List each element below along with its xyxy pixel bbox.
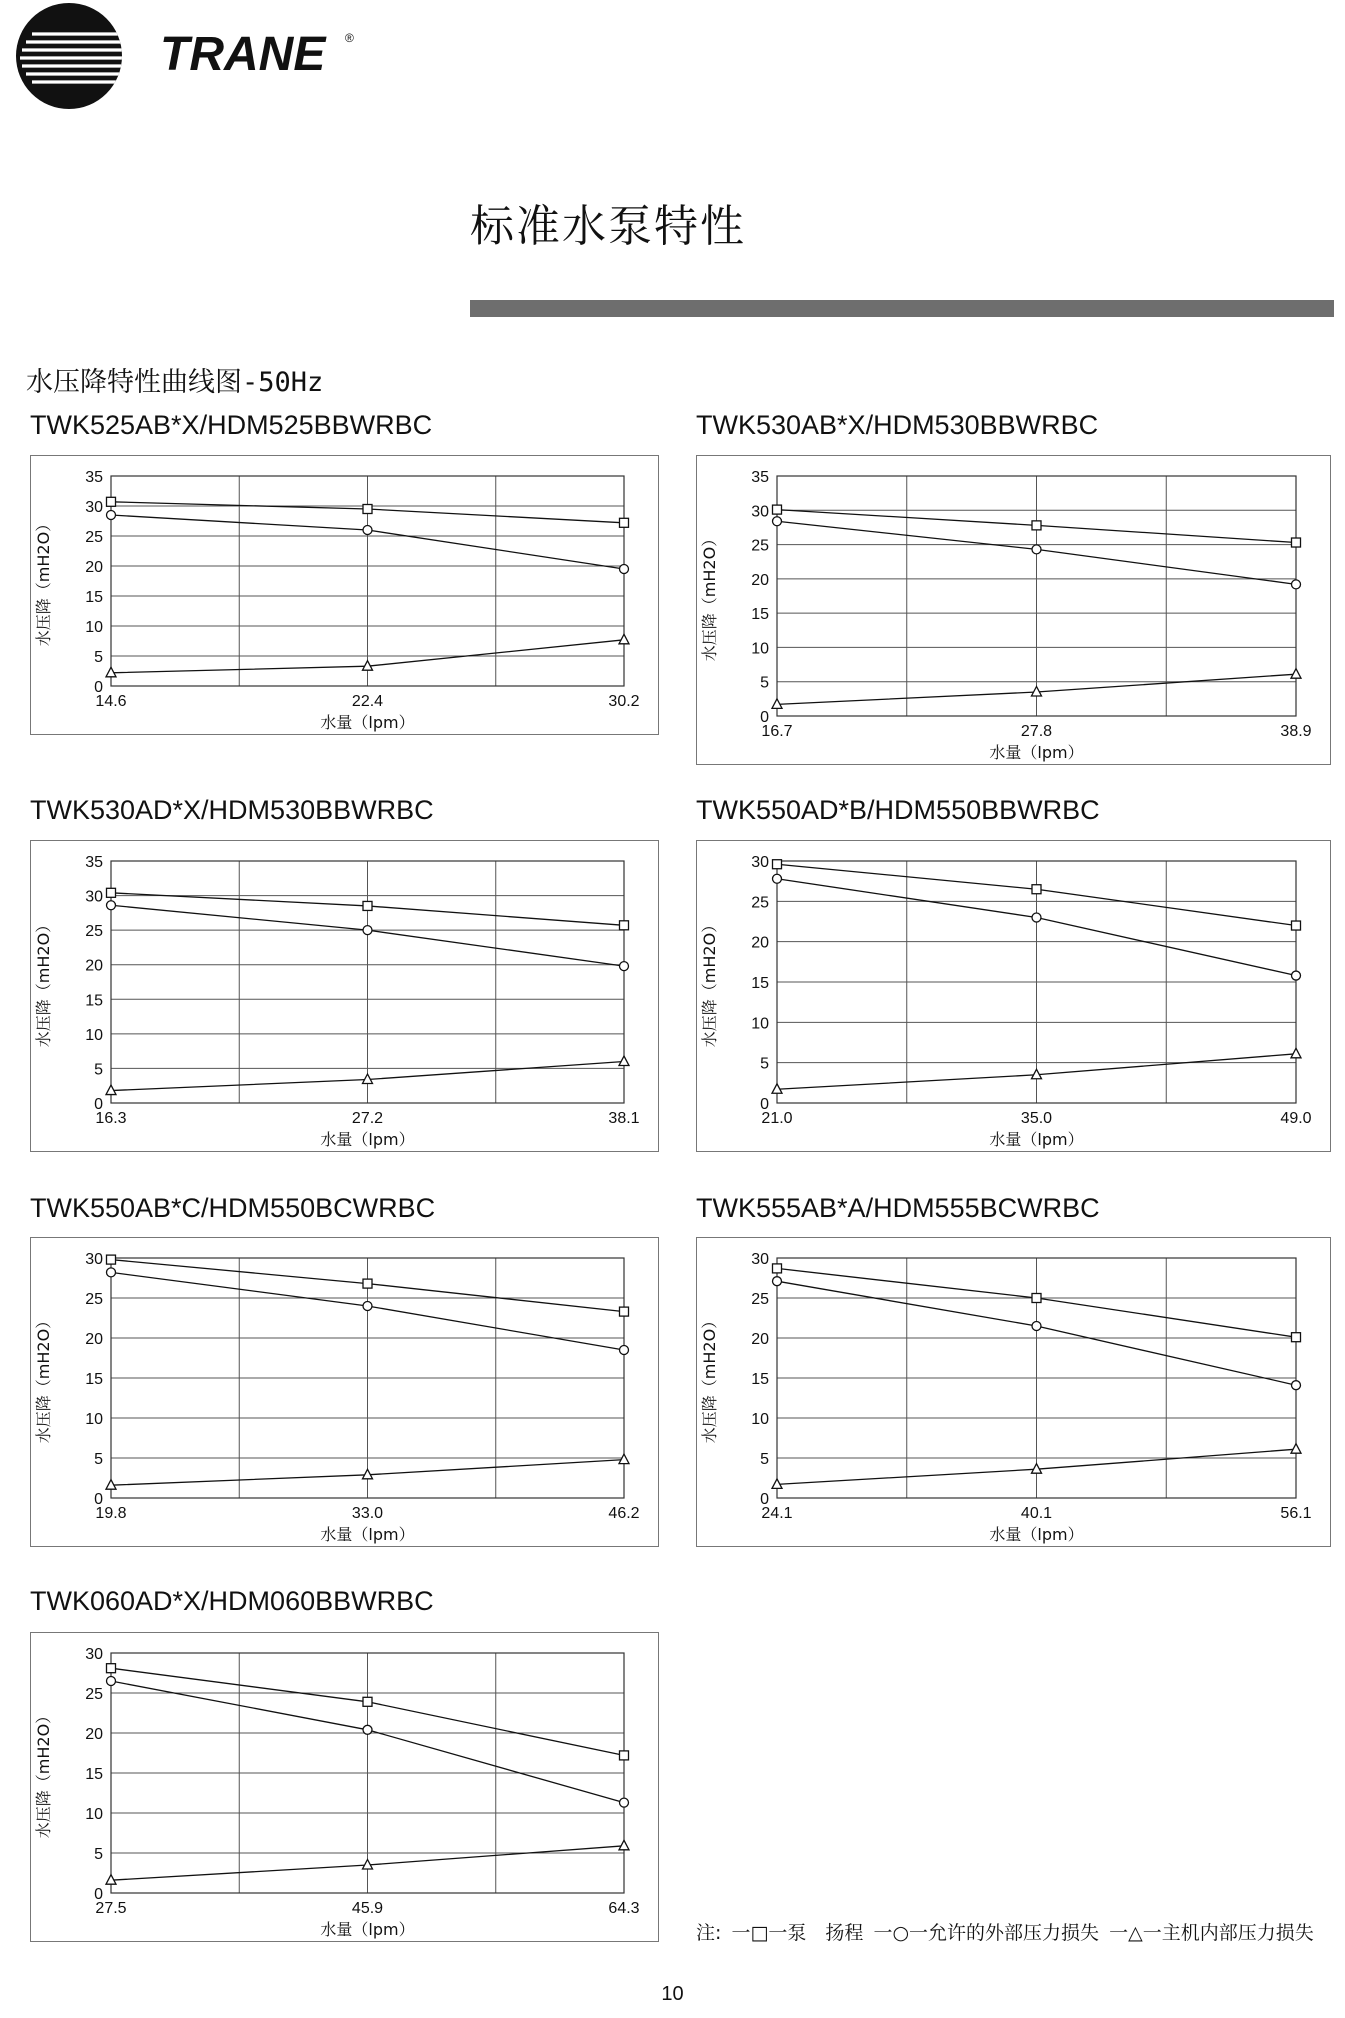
y-tick-label: 35: [85, 469, 103, 486]
y-tick-label: 30: [85, 1251, 103, 1268]
data-point-square: [620, 518, 629, 527]
legend-note: [696, 1918, 1318, 1945]
y-tick-label: 5: [94, 1846, 103, 1863]
y-tick-label: 20: [85, 1331, 103, 1348]
page-title: 标准水泵特性: [470, 201, 746, 252]
y-axis-label: 水压降（mH2O）: [34, 515, 53, 647]
x-axis-label: 水量（lpm）: [989, 743, 1084, 762]
y-tick-label: 10: [85, 619, 103, 636]
page-number: 10: [661, 1983, 684, 2005]
x-tick-label: 35.0: [1020, 1110, 1053, 1127]
data-point-triangle: [1291, 1444, 1301, 1454]
data-point-triangle: [106, 667, 116, 677]
y-tick-label: 10: [751, 1015, 769, 1033]
y-tick-label: 0: [760, 1096, 769, 1113]
y-axis-label: 水压降（mH2O）: [34, 1707, 53, 1839]
data-point-square: [620, 1751, 629, 1760]
y-axis-label: 水压降（mH2O）: [34, 916, 53, 1048]
data-point-square: [363, 1279, 372, 1288]
y-tick-label: 20: [751, 1331, 769, 1348]
data-point-square: [107, 497, 116, 506]
data-point-circle: [363, 526, 372, 535]
y-tick-label: 30: [85, 888, 103, 906]
data-point-square: [363, 505, 372, 514]
x-tick-label: 45.9: [351, 1900, 384, 1917]
data-point-circle: [773, 517, 782, 526]
chart-panel-4: [696, 840, 1331, 1152]
data-point-triangle: [619, 1840, 629, 1850]
chart-6: [697, 1238, 1332, 1548]
y-tick-label: 15: [85, 992, 103, 1010]
x-axis-label: 水量（lpm）: [989, 1130, 1084, 1149]
y-tick-label: 25: [751, 1291, 769, 1308]
y-tick-label: 15: [751, 1371, 769, 1388]
x-tick-label: 21.0: [761, 1110, 793, 1127]
y-tick-label: 15: [85, 1371, 103, 1388]
x-tick-label: 33.0: [351, 1505, 384, 1522]
x-tick-label: 14.6: [95, 693, 127, 710]
y-tick-label: 15: [85, 1766, 103, 1783]
y-tick-label: 0: [94, 1491, 103, 1508]
section-title: 水压降特性曲线图-50Hz: [26, 367, 324, 398]
y-tick-label: 0: [94, 1886, 103, 1903]
x-axis-label: 水量（lpm）: [320, 1525, 415, 1544]
x-tick-label: 64.3: [608, 1900, 640, 1917]
x-tick-label: 27.8: [1020, 723, 1053, 740]
data-point-square: [1032, 1294, 1041, 1303]
data-point-square: [1292, 1333, 1301, 1342]
y-tick-label: 30: [751, 854, 769, 871]
x-tick-label: 19.8: [95, 1505, 127, 1522]
x-tick-label: 24.1: [761, 1505, 793, 1522]
chart-title-3: TWK530AD*X/HDM530BBWRBC: [30, 795, 434, 825]
x-tick-label: 38.1: [608, 1110, 640, 1127]
chart-5: [31, 1238, 660, 1548]
x-tick-label: 38.9: [1280, 723, 1312, 740]
y-tick-label: 20: [751, 571, 769, 589]
data-point-circle: [1292, 971, 1301, 980]
y-tick-label: 5: [760, 1055, 769, 1073]
x-tick-label: 16.7: [761, 723, 793, 740]
y-axis-label: 水压降（mH2O）: [34, 1312, 53, 1444]
data-point-circle: [107, 901, 116, 910]
y-axis-label: 水压降（mH2O）: [700, 916, 719, 1048]
y-tick-label: 25: [751, 537, 769, 555]
data-point-circle: [620, 565, 629, 574]
y-tick-label: 30: [751, 1251, 769, 1268]
y-tick-label: 5: [760, 674, 769, 692]
y-tick-label: 0: [94, 679, 103, 696]
chart-title-1: TWK525AB*X/HDM525BBWRBC: [30, 410, 433, 440]
x-tick-label: 22.4: [351, 693, 384, 710]
data-point-triangle: [1291, 1048, 1301, 1058]
data-point-triangle: [1291, 669, 1301, 679]
data-point-circle: [773, 1277, 782, 1286]
data-point-square: [363, 1697, 372, 1706]
x-axis-label: 水量（lpm）: [320, 1920, 415, 1939]
y-tick-label: 30: [85, 499, 103, 516]
data-point-triangle: [619, 1454, 629, 1464]
data-point-triangle: [619, 1056, 629, 1066]
data-point-circle: [107, 1677, 116, 1686]
y-tick-label: 10: [85, 1026, 103, 1044]
y-tick-label: 25: [85, 923, 103, 941]
y-tick-label: 10: [85, 1411, 103, 1428]
data-point-circle: [363, 1725, 372, 1734]
data-point-square: [773, 860, 782, 869]
data-point-square: [107, 1255, 116, 1264]
chart-7: [31, 1633, 660, 1943]
data-point-square: [107, 1664, 116, 1673]
data-point-square: [107, 888, 116, 897]
y-tick-label: 5: [94, 1061, 103, 1079]
chart-title-2: TWK530AB*X/HDM530BBWRBC: [696, 410, 1099, 440]
x-tick-label: 56.1: [1280, 1505, 1312, 1522]
legend-external-loss: 一○一允许的外部压力损失: [873, 1922, 1100, 1944]
x-tick-label: 16.3: [95, 1110, 127, 1127]
legend-pump-head: 一□一泵 扬程: [731, 1922, 864, 1944]
data-point-circle: [620, 1798, 629, 1807]
trane-logo: [12, 0, 352, 112]
data-point-square: [1292, 921, 1301, 930]
data-point-square: [1032, 521, 1041, 530]
y-tick-label: 0: [94, 1096, 103, 1113]
y-tick-label: 35: [751, 469, 769, 486]
chart-title-5: TWK550AB*C/HDM550BCWRBC: [30, 1193, 436, 1223]
y-tick-label: 25: [85, 1686, 103, 1703]
y-tick-label: 5: [94, 1451, 103, 1468]
chart-title-6: TWK555AB*A/HDM555BCWRBC: [696, 1193, 1100, 1223]
y-tick-label: 20: [85, 559, 103, 576]
data-point-square: [363, 901, 372, 910]
data-point-circle: [1292, 580, 1301, 589]
title-divider-bar: [470, 300, 1334, 317]
y-tick-label: 15: [751, 975, 769, 992]
data-point-circle: [107, 1268, 116, 1277]
y-axis-label: 水压降（mH2O）: [700, 1312, 719, 1444]
y-tick-label: 25: [85, 529, 103, 546]
x-tick-label: 40.1: [1020, 1505, 1053, 1522]
chart-4: [697, 841, 1332, 1153]
data-point-circle: [107, 511, 116, 520]
data-point-triangle: [619, 634, 629, 644]
x-axis-label: 水量（lpm）: [989, 1525, 1084, 1544]
y-tick-label: 25: [751, 894, 769, 912]
y-tick-label: 0: [760, 1491, 769, 1508]
y-tick-label: 0: [760, 709, 769, 726]
x-tick-label: 27.5: [95, 1900, 127, 1917]
chart-2: [697, 456, 1332, 766]
chart-title-4: TWK550AD*B/HDM550BBWRBC: [696, 795, 1100, 825]
x-tick-label: 49.0: [1280, 1110, 1312, 1127]
registered-mark: ®: [345, 31, 354, 45]
chart-panel-2: [696, 455, 1331, 765]
data-point-circle: [1032, 913, 1041, 922]
y-tick-label: 20: [751, 934, 769, 952]
data-point-square: [620, 1307, 629, 1316]
data-point-circle: [773, 874, 782, 883]
legend-internal-loss: 一△一主机内部压力损失: [1109, 1922, 1314, 1944]
data-point-circle: [1032, 1322, 1041, 1331]
data-point-circle: [620, 1346, 629, 1355]
y-tick-label: 15: [751, 606, 769, 624]
chart-title-7: TWK060AD*X/HDM060BBWRBC: [30, 1586, 434, 1616]
x-tick-label: 46.2: [608, 1505, 640, 1522]
y-tick-label: 30: [85, 1646, 103, 1663]
x-axis-label: 水量（lpm）: [320, 1130, 415, 1149]
note-prefix: 注:: [696, 1922, 722, 1944]
chart-panel-6: [696, 1237, 1331, 1547]
y-tick-label: 25: [85, 1291, 103, 1308]
y-tick-label: 5: [760, 1451, 769, 1468]
x-axis-label: 水量（lpm）: [320, 713, 415, 732]
y-tick-label: 5: [94, 649, 103, 666]
y-tick-label: 15: [85, 589, 103, 606]
data-point-circle: [363, 1302, 372, 1311]
y-axis-label: 水压降（mH2O）: [700, 530, 719, 662]
data-point-circle: [620, 962, 629, 971]
y-tick-label: 10: [751, 640, 769, 658]
x-tick-label: 27.2: [351, 1110, 384, 1127]
data-point-square: [620, 921, 629, 930]
chart-panel-7: [30, 1632, 659, 1942]
chart-1: [31, 456, 660, 736]
data-point-square: [773, 1264, 782, 1273]
chart-panel-5: [30, 1237, 659, 1547]
x-tick-label: 30.2: [608, 693, 640, 710]
y-tick-label: 30: [751, 503, 769, 521]
data-point-circle: [1032, 545, 1041, 554]
y-tick-label: 35: [85, 854, 103, 871]
data-point-circle: [363, 926, 372, 935]
chart-panel-3: [30, 840, 659, 1152]
brand-name: TRANE: [160, 28, 326, 81]
data-point-square: [1032, 885, 1041, 894]
data-point-square: [1292, 538, 1301, 547]
y-tick-label: 10: [751, 1411, 769, 1428]
y-tick-label: 20: [85, 1726, 103, 1743]
data-point-square: [773, 505, 782, 514]
y-tick-label: 20: [85, 957, 103, 975]
y-tick-label: 10: [85, 1806, 103, 1823]
chart-panel-1: [30, 455, 659, 735]
data-point-circle: [1292, 1381, 1301, 1390]
chart-3: [31, 841, 660, 1153]
